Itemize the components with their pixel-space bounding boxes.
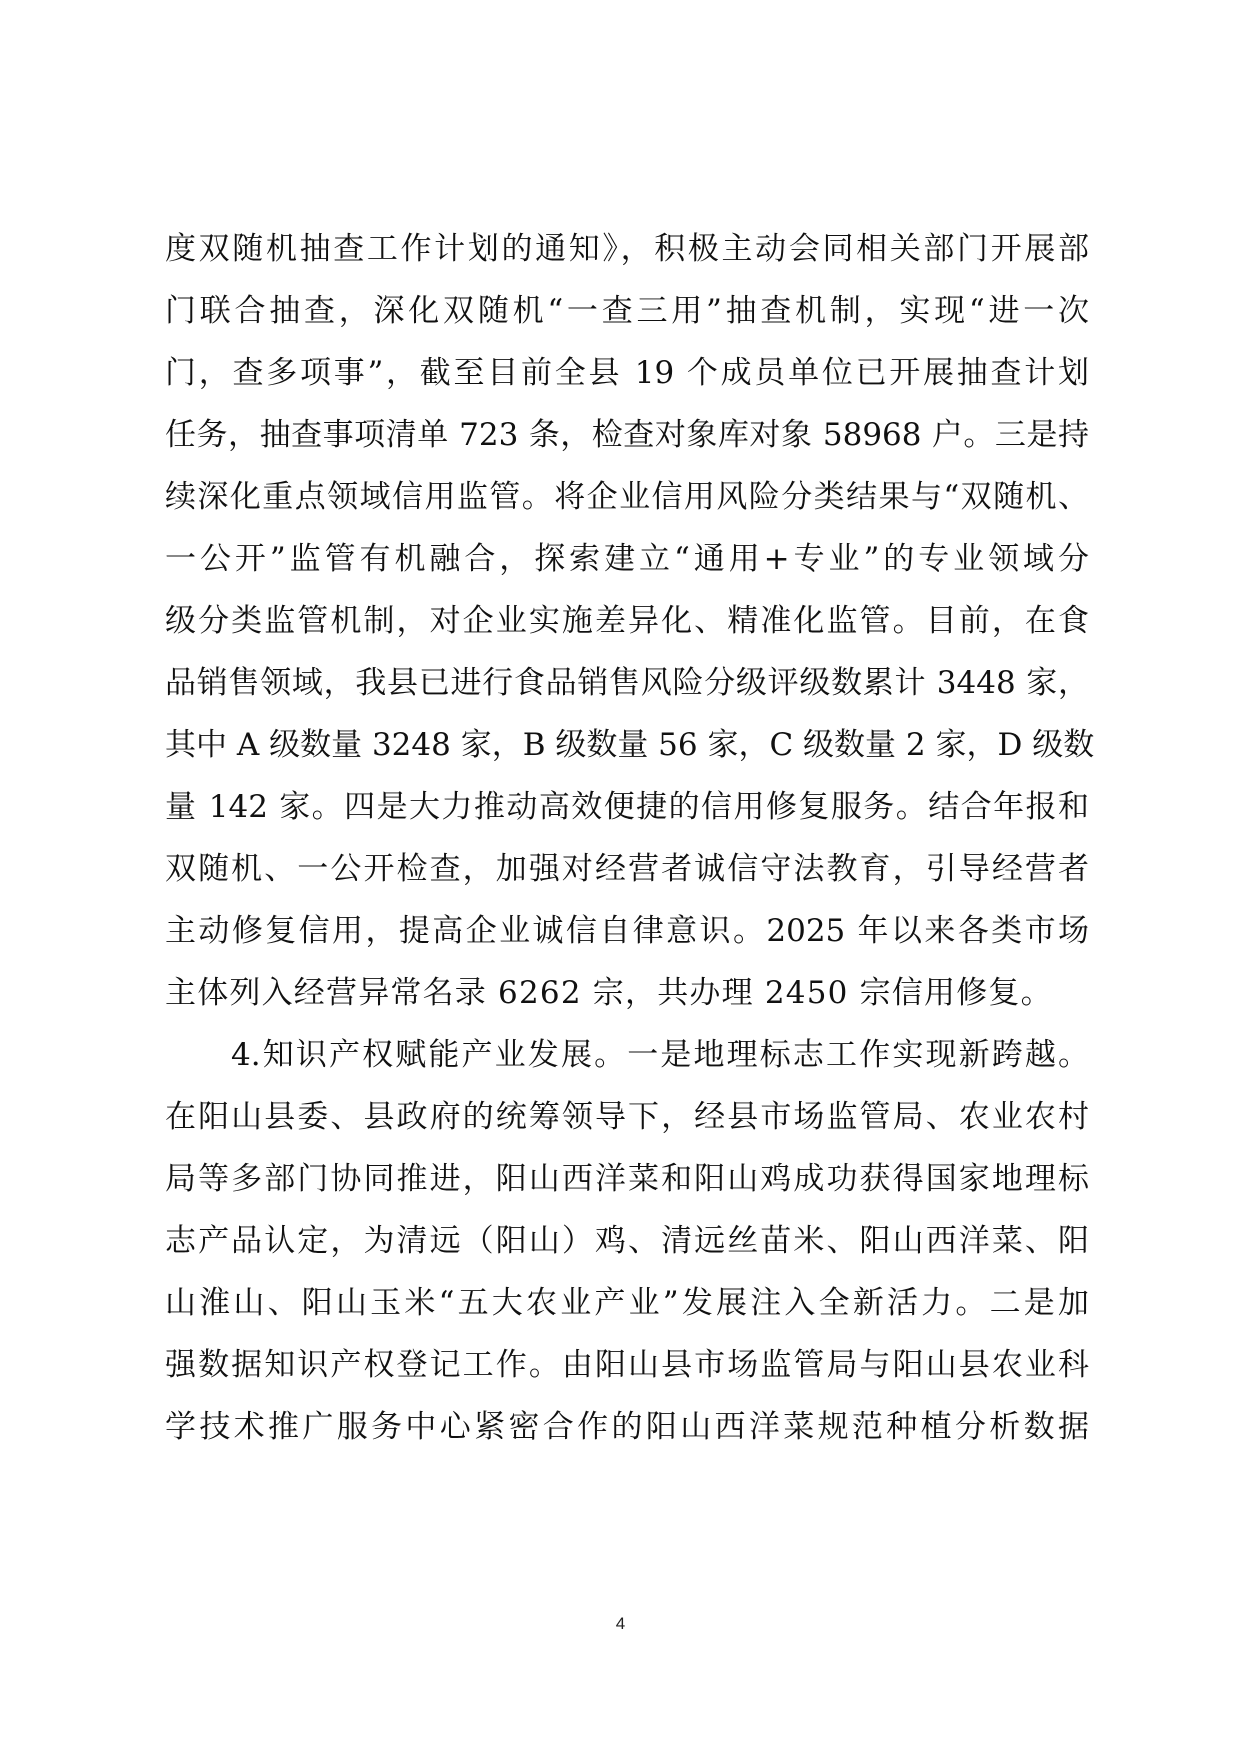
document-body	[165, 224, 1095, 1464]
paragraph-credit-supervision	[165, 224, 1095, 1030]
text-line: 度双随机抽查工作计划的通知》，积极主动会同相关部门开展部	[165, 231, 1089, 267]
text-line: 任务，抽查事项清单 723 条，检查对象库对象 58968 户。三是持	[165, 417, 1089, 453]
text-line: 在阳山县委、县政府的统筹领导下，经县市场监管局、农业农村	[165, 1099, 1089, 1135]
text-line: 局等多部门协同推进，阳山西洋菜和阳山鸡成功获得国家地理标	[165, 1161, 1089, 1197]
text-line: 续深化重点领域信用监管。将企业信用风险分类结果与“双随机、	[165, 479, 1089, 515]
page-number: 4	[615, 1614, 626, 1633]
text-line: 门联合抽查，深化双随机“一查三用”抽查机制，实现“进一次	[165, 293, 1089, 329]
text-line: 级分类监管机制，对企业实施差异化、精准化监管。目前，在食	[165, 603, 1089, 639]
text-line: 一公开”监管有机融合，探索建立“通用+专业”的专业领域分	[165, 541, 1089, 577]
text-line: 山淮山、阳山玉米“五大农业产业”发展注入全新活力。二是加	[165, 1285, 1089, 1321]
text-line: 量 142 家。四是大力推动高效便捷的信用修复服务。结合年报和	[165, 789, 1089, 825]
paragraph-ip-empowers-industry	[165, 1030, 1089, 1464]
section-heading-line: 4.知识产权赋能产业发展。一是地理标志工作实现新跨越。	[231, 1037, 1089, 1073]
text-line: 双随机、一公开检查，加强对经营者诚信守法教育，引导经营者	[165, 851, 1089, 887]
text-line: 其中 A 级数量 3248 家，B 级数量 56 家，C 级数量 2 家，D 级数	[165, 727, 1095, 763]
text-line: 品销售领域，我县已进行食品销售风险分级评级数累计 3448 家，	[165, 665, 1089, 701]
text-line: 学技术推广服务中心紧密合作的阳山西洋菜规范种植分析数据	[165, 1409, 1089, 1445]
text-line: 志产品认定，为清远（阳山）鸡、清远丝苗米、阳山西洋菜、阳	[165, 1223, 1089, 1259]
text-line: 主动修复信用，提高企业诚信自律意识。2025 年以来各类市场	[165, 913, 1089, 949]
text-line: 门，查多项事”，截至目前全县 19 个成员单位已开展抽查计划	[165, 355, 1089, 391]
text-line: 强数据知识产权登记工作。由阳山县市场监管局与阳山县农业科	[165, 1347, 1089, 1383]
text-line: 主体列入经营异常名录 6262 宗，共办理 2450 宗信用修复。	[165, 975, 1053, 1011]
